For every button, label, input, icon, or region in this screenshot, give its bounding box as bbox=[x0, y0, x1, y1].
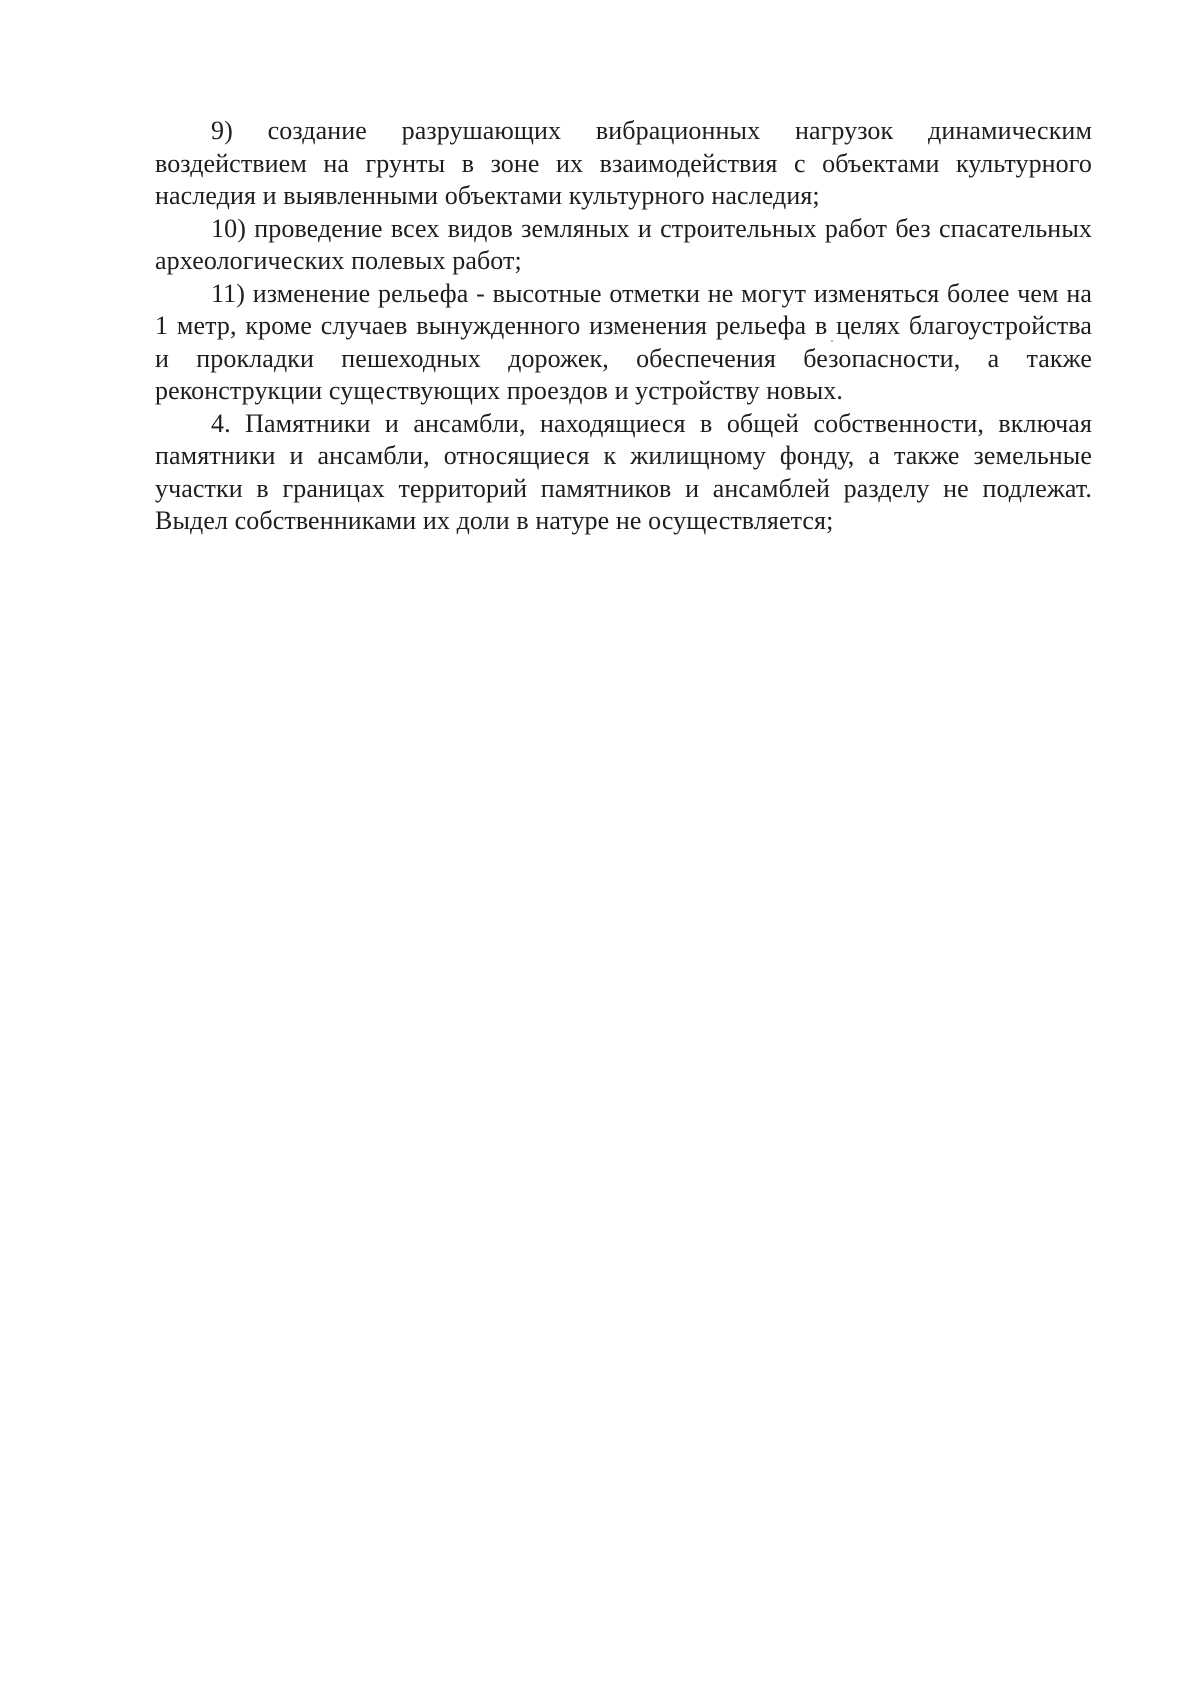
scan-speck bbox=[831, 340, 833, 342]
paragraph-item-10: 10) проведение всех видов земляных и строительных работ без спасательных археологических полевых работ; bbox=[155, 213, 1092, 275]
document-body bbox=[155, 115, 1092, 538]
paragraph-section-4: 4. Памятники и ансамбли, находящиеся в общей собственности, включая памятники и ансамбли, относящиеся к жилищному фонду, а также земельные участки в границах территорий памятников и ансамблей разделу не подлежат. Выдел собственниками их доли в натуре не осуществляется; bbox=[155, 408, 1092, 535]
paragraph-item-9: 9) создание разрушающих вибрационных нагрузок динамическим воздействием на грунты в зоне их взаимодействия с объектами культурного наследия и выявленными объектами культурного наследия; bbox=[155, 116, 1092, 210]
paragraph-item-11: 11) изменение рельефа - высотные отметки не могут изменяться более чем на 1 метр, кроме случаев вынужденного изменения рельефа в целях благоустройства и прокладки пешеходных дорожек, обеспечения безопасности, а также реконструкции существующих проездов и устройству новых. bbox=[155, 278, 1092, 405]
